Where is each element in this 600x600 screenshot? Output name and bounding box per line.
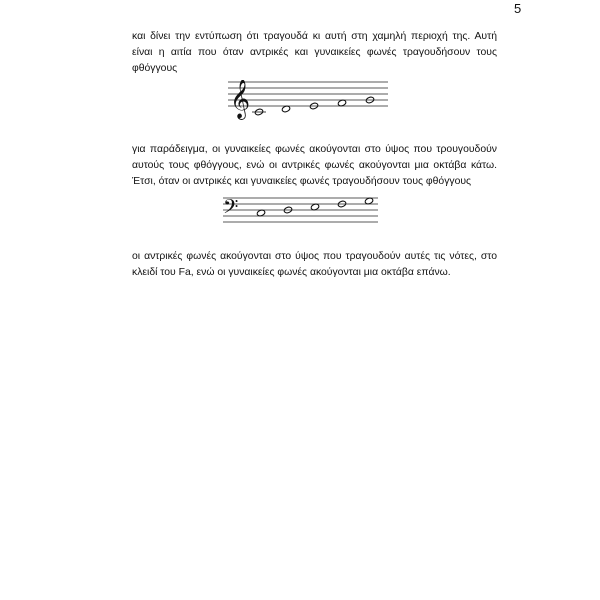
bass-staff-example (223, 196, 378, 226)
bass-clef-icon: 𝄢 (223, 196, 239, 223)
paragraph-2: για παράδειγμα, οι γυναικείες φωνές ακούγονται στο ύψος που τρουγουδούν αυτούς τους φθόγγους, ενώ οι αντρικές φωνές ακούγονται μια οκτάβα κάτω. Έτσι, όταν οι αντρικές και γυναικείες φωνές τραγουδήσουν τους φθόγγους (132, 144, 497, 187)
page-number: 5 (514, 1, 522, 16)
paragraph-1: και δίνει την εντύπωση ότι τραγουδά κι αυτή στη χαμηλή περιοχή της. Αυτή είναι η αιτία που όταν αντρικές και γυναικείες φωνές τραγουδήσουν τους φθόγγους (132, 31, 497, 74)
treble-staff-example (228, 80, 388, 124)
paragraph-3: οι αντρικές φωνές ακούγονται στο ύψος που τραγουδούν αυτές τις νότες, στο κλειδί του Fa, ενώ οι γυναικείες φωνές ακούγονται μια οκτάβα επάνω. (132, 251, 497, 278)
treble-clef-icon: 𝄞 (230, 80, 251, 119)
staff-lines (228, 82, 388, 106)
bass-notes (256, 197, 373, 217)
staff-lines (223, 198, 378, 222)
